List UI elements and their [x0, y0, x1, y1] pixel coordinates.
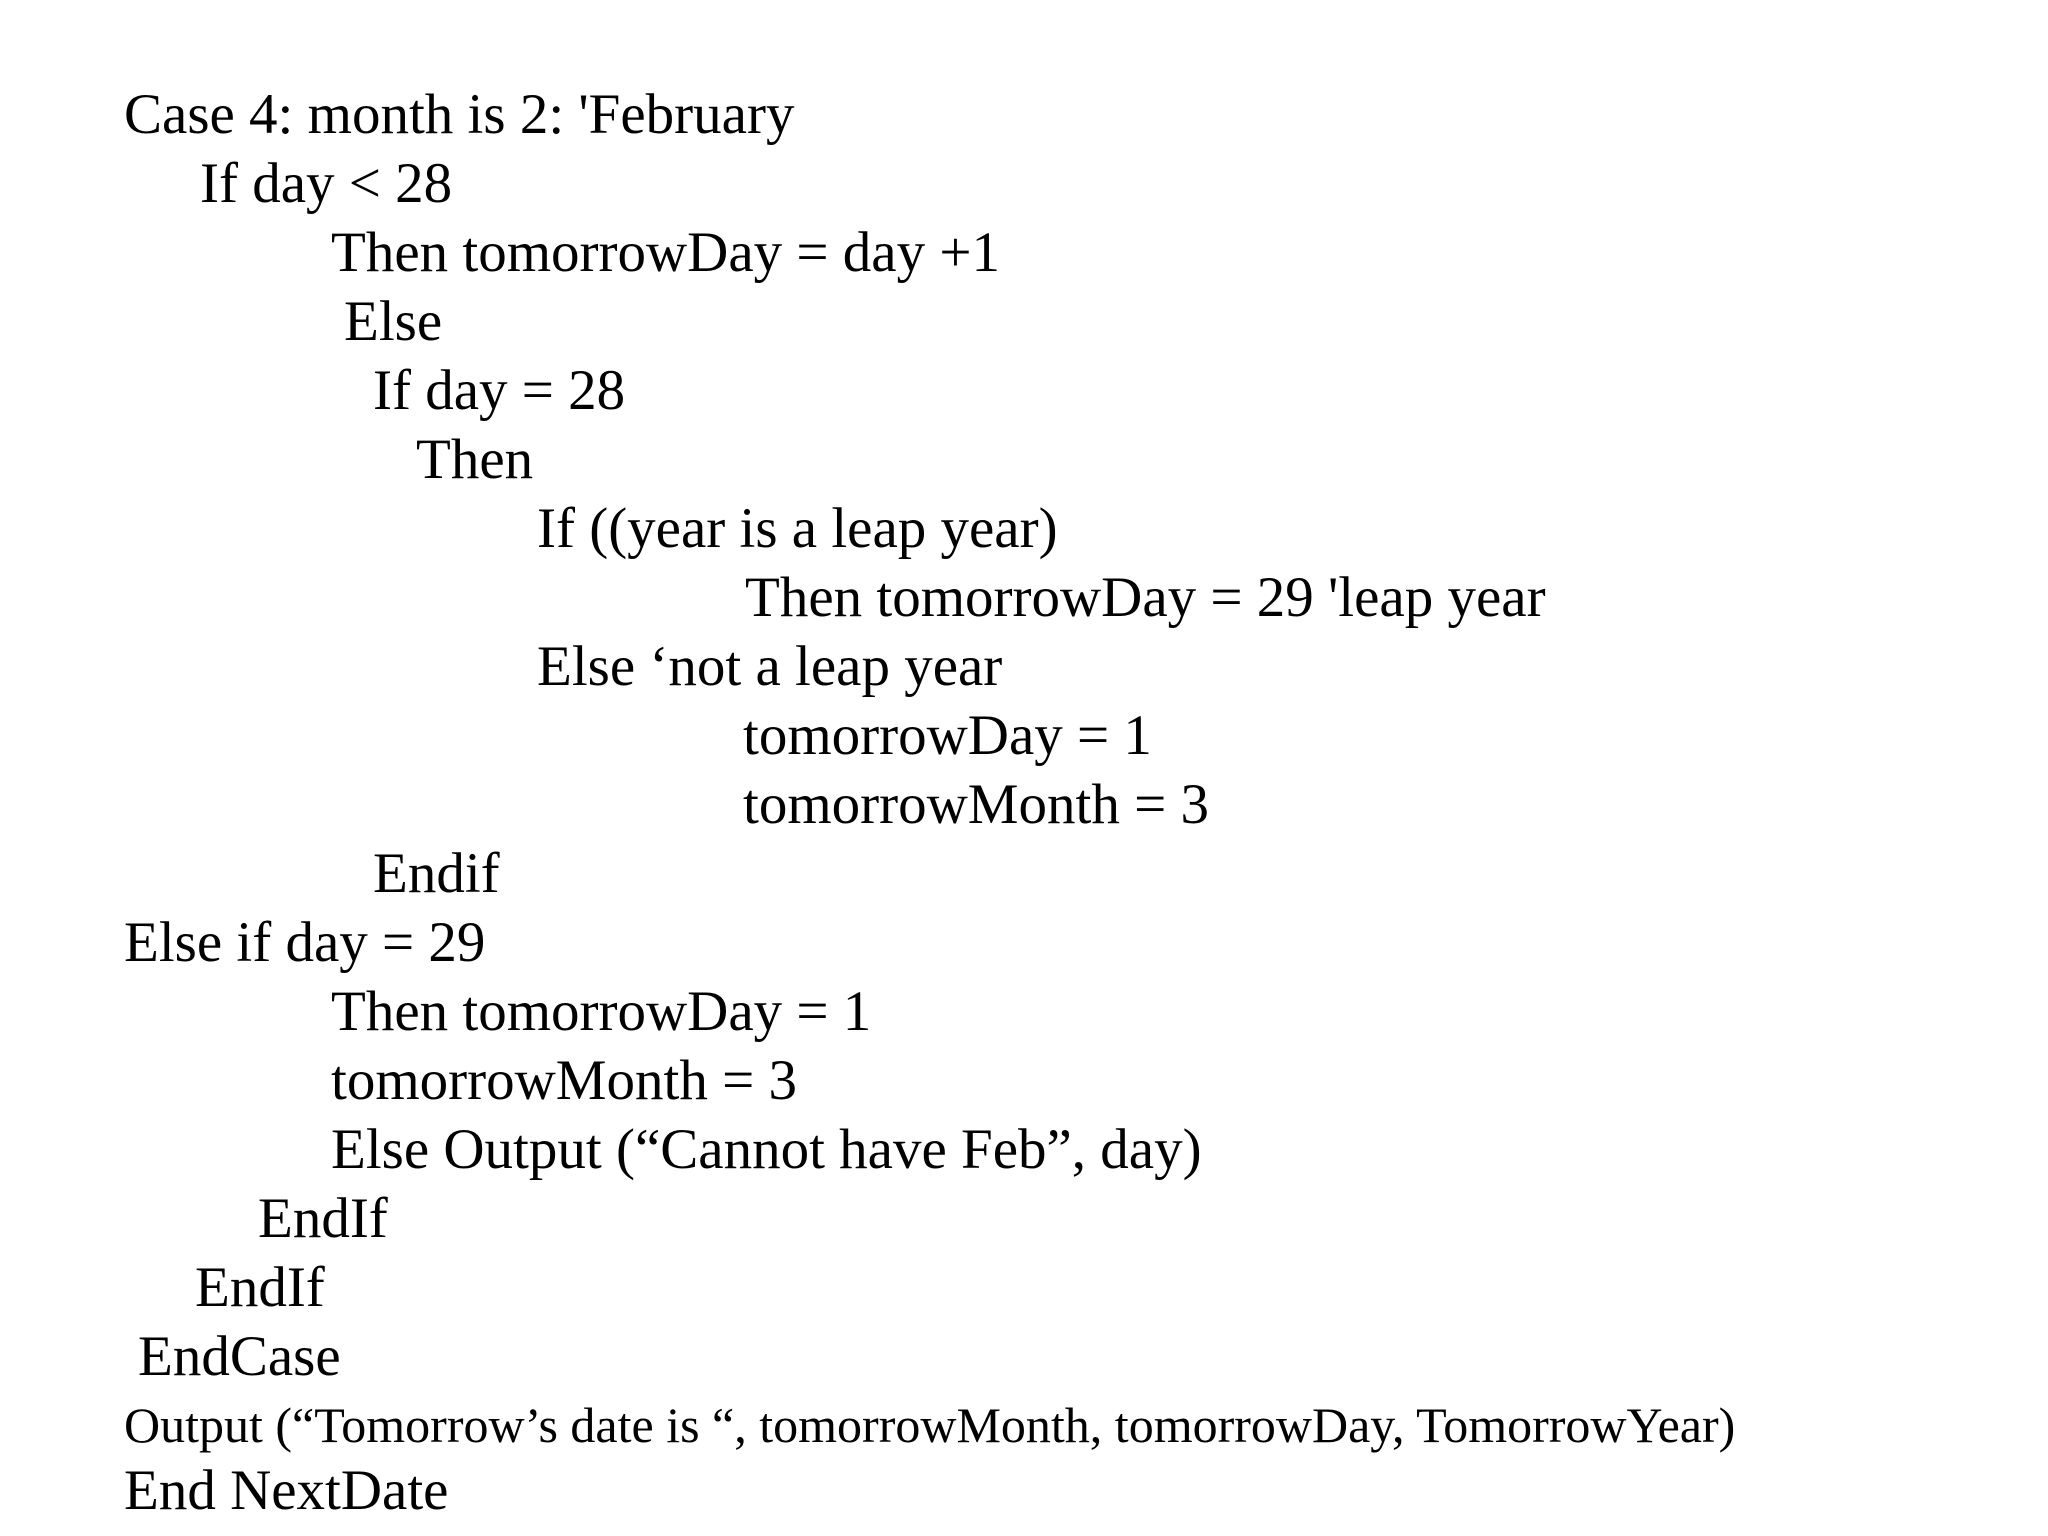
code-line: Else Output (“Cannot have Feb”, day)	[331, 1118, 1202, 1181]
code-line: Then tomorrowDay = day +1	[331, 221, 1000, 284]
code-line: tomorrowMonth = 3	[743, 773, 1209, 836]
code-line: If day < 28	[200, 152, 453, 215]
code-line: EndCase	[138, 1325, 341, 1388]
code-line: Then	[416, 428, 534, 491]
code-line: tomorrowDay = 1	[743, 704, 1152, 767]
code-line: If ((year is a leap year)	[537, 497, 1058, 560]
code-line: Then tomorrowDay = 1	[331, 980, 872, 1043]
code-line: If day = 28	[373, 359, 626, 422]
code-line: End NextDate	[124, 1459, 449, 1522]
code-line: Then tomorrowDay = 29 'leap year	[745, 566, 1546, 629]
code-line: EndIf	[258, 1187, 388, 1250]
code-line: Else	[344, 290, 443, 353]
code-line: Else if day = 29	[124, 911, 486, 974]
code-line: EndIf	[195, 1256, 325, 1319]
code-line: Case 4: month is 2: 'February	[124, 83, 795, 146]
code-line: Output (“Tomorrow’s date is “, tomorrowMonth, tomorrowDay, TomorrowYear)	[124, 1397, 1736, 1453]
code-line: Else ‘not a leap year	[537, 635, 1003, 698]
code-line: Endif	[373, 842, 500, 905]
code-line: tomorrowMonth = 3	[331, 1049, 797, 1112]
